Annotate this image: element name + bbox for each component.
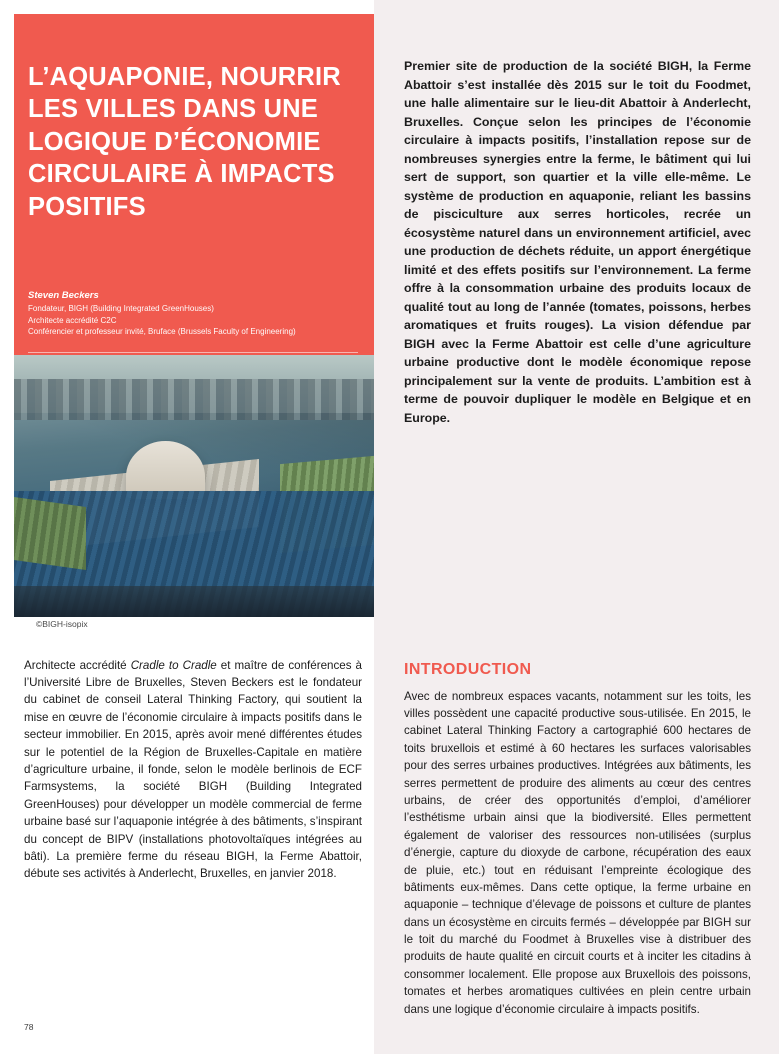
photo-foreground-road: [14, 586, 374, 617]
author-role-2: Architecte accrédité C2C: [28, 315, 117, 325]
author-divider: [28, 352, 358, 353]
author-block: [28, 290, 358, 338]
section-heading-introduction: INTRODUCTION: [404, 661, 532, 679]
left-column: [0, 0, 374, 1054]
author-role-1: Fondateur, BIGH (Building Integrated GreenHouses): [28, 304, 214, 313]
photo-cityscape: [14, 379, 374, 421]
page-title: L’AQUAPONIE, NOURRIR LES VILLES DANS UNE LOGIQUE D’ÉCONOMIE CIRCULAIRE À IMPACTS POSITIFS: [28, 63, 341, 221]
photo-greenhouse-left: [14, 497, 86, 570]
author-biography: Architecte accrédité Cradle to Cradle et maître de conférences à l’Université Libre de Bruxelles, Steven Beckers est le fondateur du cabinet de conseil Lateral Thinking Factory, qui soutient la mise en œuvre de l’économie circulaire à impacts positifs dans le secteur immobilier. En 2015, après avoir mené différentes études sur le potentiel de la Région de Bruxelles-Capitale en matière d’agriculture urbaine, il fonde, selon le modèle berlinois de ECF Farmsystems, la société BIGH (Building Integrated GreenHouses) pour développer un modèle commercial de ferme urbaine basé sur l’aquaponie intégrée à des bâtiments, s’inspirant du concept de BIPV (installations photovoltaïques intégrées au bâti). La première ferme du réseau BIGH, la Ferme Abattoir, débute ses activités à Anderlecht, Bruxelles, en janvier 2018.: [24, 658, 362, 881]
introduction-body: Avec de nombreux espaces vacants, notamment sur les toits, les villes possèdent une capacité productive sous-utilisée. En 2015, le cabinet Lateral Thinking Factory a cartographié 600 hectares de toits bruxellois et estimé à 60 hectares les surfaces valorisables pour des serres urbaines productives. Intégrées aux bâtiments, les serres permettent de produire des aliments au cœur des centres urbains, de créer des opportunités d’emploi, d’améliorer l’esthétisme urbain ainsi que la biodiversité. Elles permettent également de valoriser des ressources non-utilisées (surplus d’énergie, capture du dioxyde de carbone, récupération des eaux de pluie, etc.) tout en réduisant l’empreinte écologique des bâtiments eux-mêmes. Dans cette optique, la ferme urbaine en aquaponie – technique d’élevage de poissons et culture de plantes dans un écosystème en circuits fermés – développée par BIGH sur le toit du marché du Foodmet à Bruxelles vise à distribuer des produits de haute qualité en circuit courts et à inciter les citadins à consommer localement. Elle propose aux Bruxellois des poissons, tomates et herbes aromatiques cultivées en plein centre urbain dans une logique d’économie circulaire à impacts positifs.: [404, 689, 751, 1016]
right-column: [374, 0, 779, 1054]
photo-credit: ©BIGH-isopix: [36, 619, 88, 629]
lede-paragraph: Premier site de production de la société BIGH, la Ferme Abattoir s’est installée dès 2015 sur le toit du Foodmet, une halle alimentaire sur le lieu-dit Abattoir à Anderlecht, Bruxelles. Conçue selon les principes de l’économie circulaire à impacts positifs, l’installation repose sur de nombreuses synergies entre la ferme, le bâtiment qui lui sert de support, son quartier et la ville elle-même. Le système de production en aquaponie, reliant les bassins de pisciculture aux serres horticoles, recrée un écosystème naturel dans un environnement artificiel, avec une production de déchets réduite, un apport énergétique limité et des effets positifs sur l’environnement. La ferme offre à la consommation urbaine des produits locaux de qualité tout au long de l’année (tomates, poissons, herbes aromatiques et fruits rouges). La vision défendue par BIGH avec la Ferme Abattoir est celle d’une agriculture urbaine productive dont le modèle économique repose principalement sur la vente de produits. L’ambition est à terme de pouvoir dupliquer le modèle en Belgique et en Europe.: [404, 59, 751, 425]
author-name: Steven Beckers: [28, 290, 99, 301]
aerial-farm-photo: [14, 355, 374, 617]
headline-panel: [14, 14, 374, 355]
page-number: 78: [24, 1022, 34, 1032]
book-title: Cradle to Cradle: [130, 658, 217, 672]
author-role-3: Conférencier et professeur invité, Bruface (Brussels Faculty of Engineering): [28, 327, 296, 337]
